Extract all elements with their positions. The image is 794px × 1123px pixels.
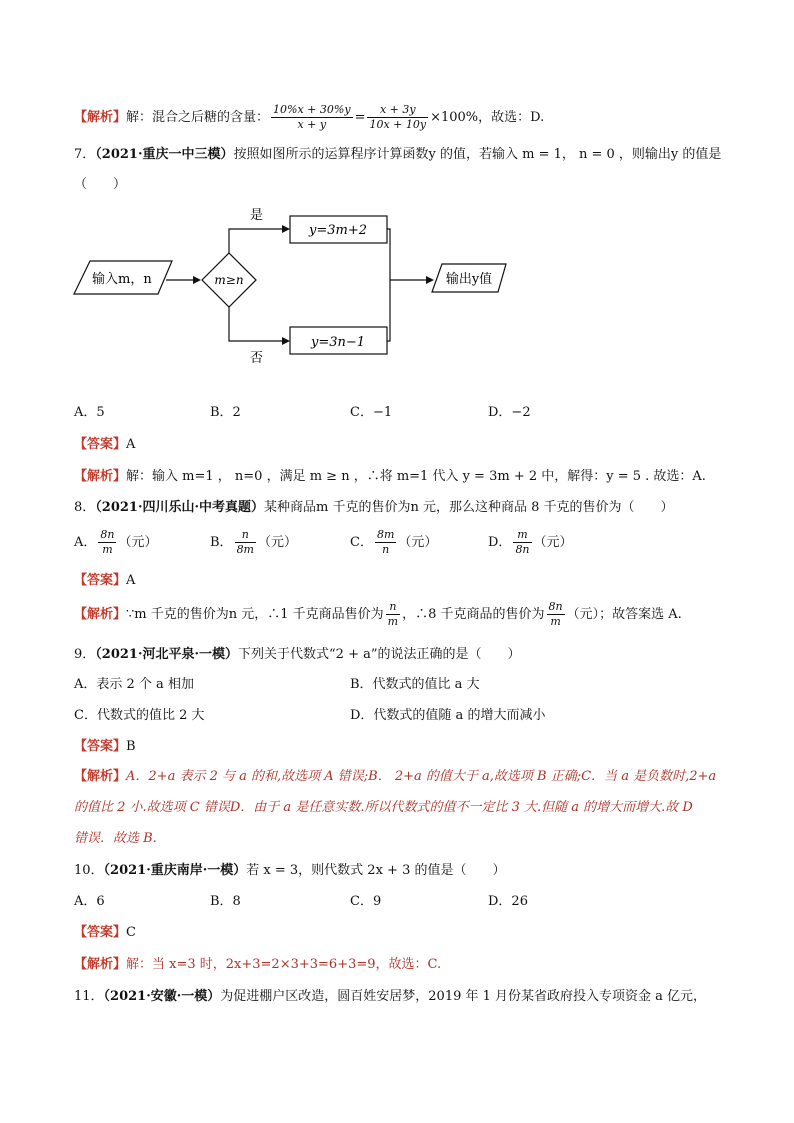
q8-analysis-tag: 【解析】 xyxy=(74,607,127,622)
q8-option-c xyxy=(350,528,437,557)
q8-option-c-label: C． xyxy=(350,535,373,550)
flow-output-label: 输出y值 xyxy=(445,272,493,287)
q9-answer xyxy=(74,738,136,756)
q6-fraction-1-den: x + y xyxy=(297,118,327,131)
q8-option-d-label: D． xyxy=(488,535,512,550)
q8-option-c-unit: （元） xyxy=(398,535,438,550)
q7-option-c: C．−1 xyxy=(350,405,393,420)
q9-analysis-tag: 【解析】 xyxy=(74,769,127,784)
q9-analysis-line-3: 错误．故选 B. xyxy=(74,831,157,846)
q7-stem xyxy=(74,146,721,164)
q7-answer-value: A xyxy=(126,437,136,452)
flow-merge-top xyxy=(387,229,390,341)
q8-analysis xyxy=(74,600,682,629)
q8-option-a-fraction xyxy=(98,528,116,557)
q8-option-d-den: 8n xyxy=(515,543,530,556)
flow-no-label: 否 xyxy=(250,351,264,366)
q9-option-b: B．代数式的值比 a 大 xyxy=(350,677,480,692)
q8-option-c-num: 8m xyxy=(376,528,395,541)
q6-equals: = xyxy=(354,110,366,125)
q9-number: 9． xyxy=(74,647,96,662)
q8-option-b-den: 8m xyxy=(236,543,254,556)
q10-analysis xyxy=(74,956,441,974)
flow-arrow-no xyxy=(229,307,286,341)
q8-option-b-label: B． xyxy=(210,535,233,550)
flow-top-box-label: y=3m+2 xyxy=(309,223,367,238)
q8-stem xyxy=(74,499,674,517)
q6-fraction-1-num: 10%x + 30%y xyxy=(273,103,351,116)
q7-answer-tag: 【答案】 xyxy=(74,437,127,452)
q10-option-c: C．9 xyxy=(350,894,382,909)
q8-source: （2021·四川乐山·中考真题） xyxy=(95,500,265,515)
q6-analysis xyxy=(74,103,544,132)
q7-analysis xyxy=(74,468,706,486)
q6-fraction-1 xyxy=(271,103,353,132)
q11-text: 为促进棚户区改造，圆百姓安居梦，2019 年 1 月份某省政府投入专项资金 a 亿元， xyxy=(220,989,707,1004)
q7-analysis-text: 解：输入 m=1 ， n=0 ，满足 m ≥ n ，∴将 m=1 代入 y = 3m + 2 中，解得：y = 5 . 故选：A. xyxy=(126,469,706,484)
q8-analysis-fraction-1 xyxy=(386,600,400,629)
q8-analysis-a: ∵m 千克的售价为n 元，∴1 千克商品售价为 xyxy=(126,607,384,622)
q9-option-d: D．代数式的值随 a 的增大而减小 xyxy=(350,708,546,723)
q9-text: 下列关于代数式“2 + a”的说法正确的是（ ） xyxy=(238,647,521,662)
arrowhead-no xyxy=(282,337,290,345)
flow-input-label: 输入m，n xyxy=(92,272,152,287)
q11-source: （2021·安徽·一模） xyxy=(103,989,221,1004)
q7-flowchart xyxy=(70,200,510,370)
q8-option-b-num: n xyxy=(235,528,256,543)
q10-source: （2021·重庆南岸·一模） xyxy=(103,863,247,878)
q6-analysis-prefix: 解：混合之后糖的含量： xyxy=(126,110,270,125)
q8-analysis-f2-den: m xyxy=(550,615,561,628)
q7-option-b: B．2 xyxy=(210,405,241,420)
q9-analysis-line-2: 的值比 2 小.故选项 C 错误D．由于 a 是任意实数.所以代数式的值不一定比 3 大.但随 a 的增大而增大.故 D xyxy=(74,800,693,815)
q7-option-d: D．−2 xyxy=(488,405,531,420)
flow-yes-label: 是 xyxy=(250,208,264,223)
q8-analysis-c: （元）；故答案选 A. xyxy=(566,607,682,622)
q11-number: 11． xyxy=(74,989,104,1004)
q8-option-c-den: n xyxy=(382,543,390,556)
q9-source: （2021·河北平泉·一模） xyxy=(95,647,239,662)
q10-text: 若 x = 3，则代数式 2x + 3 的值是（ ） xyxy=(246,863,506,878)
q8-analysis-b: ，∴8 千克商品的售价为 xyxy=(402,607,545,622)
q8-option-b-fraction xyxy=(235,528,256,557)
q9-stem xyxy=(74,646,521,664)
q10-answer xyxy=(74,924,136,942)
flow-arrow-yes xyxy=(229,229,286,253)
q8-number: 8． xyxy=(74,500,96,515)
q8-option-a xyxy=(74,528,158,557)
q8-option-b-unit: （元） xyxy=(258,535,298,550)
flow-bottom-box-label: y=3n−1 xyxy=(310,335,366,350)
q8-option-d-num: m xyxy=(513,528,531,543)
q7-answer xyxy=(74,436,135,454)
q8-answer-value: A xyxy=(126,573,136,588)
q10-answer-tag: 【答案】 xyxy=(74,925,127,940)
q10-option-a: A．6 xyxy=(74,894,105,909)
q8-analysis-fraction-2 xyxy=(547,600,565,629)
arrowhead-output xyxy=(426,276,434,284)
q8-answer xyxy=(74,572,135,590)
q9-option-a: A．表示 2 个 a 相加 xyxy=(74,677,194,692)
q7-paren: （ ） xyxy=(74,177,127,192)
q9-answer-value: B xyxy=(126,739,136,754)
q6-analysis-tail: ×100%，故选：D. xyxy=(430,110,545,125)
q7-text: 按照如图所示的运算程序计算函数y 的值，若输入 m = 1， n = 0 ，则输出y 的值是 xyxy=(233,147,722,162)
q7-analysis-tag: 【解析】 xyxy=(74,469,127,484)
q6-fraction-2 xyxy=(367,103,428,132)
q11-stem xyxy=(74,988,706,1006)
q10-stem xyxy=(74,862,505,880)
arrowhead-input xyxy=(193,276,201,284)
q10-answer-value: C xyxy=(126,925,136,940)
q8-option-c-fraction xyxy=(375,528,396,557)
q8-option-a-den: m xyxy=(102,543,113,556)
q9-analysis-text-1: A．2+a 表示 2 与 a 的和,故选项 A 错误;B． 2+a 的值大于 a,故选项 B 正确;C．当 a 是负数时,2+a xyxy=(126,769,717,784)
q8-option-d-fraction xyxy=(513,528,531,557)
q8-option-a-label: A． xyxy=(74,535,97,550)
q10-analysis-text: 解：当 x=3 时，2x+3=2×3+3=6+3=9，故选：C. xyxy=(126,957,442,972)
q8-option-d xyxy=(488,528,573,557)
q7-number: 7． xyxy=(74,147,96,162)
q8-text: 某种商品m 千克的售价为n 元，那么这种商品 8 千克的售价为（ ） xyxy=(264,500,674,515)
q10-option-b: B．8 xyxy=(210,894,241,909)
q6-analysis-tag: 【解析】 xyxy=(74,110,127,125)
q8-answer-tag: 【答案】 xyxy=(74,573,127,588)
flow-decision-label: m≥n xyxy=(214,273,244,287)
q7-source: （2021·重庆一中三模） xyxy=(95,147,234,162)
q9-option-c: C．代数式的值比 2 大 xyxy=(74,708,205,723)
q8-option-b xyxy=(210,528,297,557)
q9-answer-tag: 【答案】 xyxy=(74,739,127,754)
q7-option-a: A．5 xyxy=(74,405,105,420)
q8-analysis-f2-num: 8n xyxy=(548,600,563,613)
q8-option-a-num: 8n xyxy=(100,528,115,541)
q6-fraction-2-num: x + 3y xyxy=(367,103,428,118)
q8-option-d-unit: （元） xyxy=(533,535,573,550)
q10-number: 10． xyxy=(74,863,104,878)
q8-analysis-f1-den: m xyxy=(387,615,399,628)
arrowhead-yes xyxy=(282,225,290,233)
q8-option-a-unit: （元） xyxy=(118,535,158,550)
q9-analysis-line-1 xyxy=(74,768,716,786)
q8-analysis-f1-num: n xyxy=(386,600,400,615)
q10-option-d: D．26 xyxy=(488,894,528,909)
q6-fraction-2-den: 10x + 10y xyxy=(369,118,427,131)
q10-analysis-tag: 【解析】 xyxy=(74,957,127,972)
